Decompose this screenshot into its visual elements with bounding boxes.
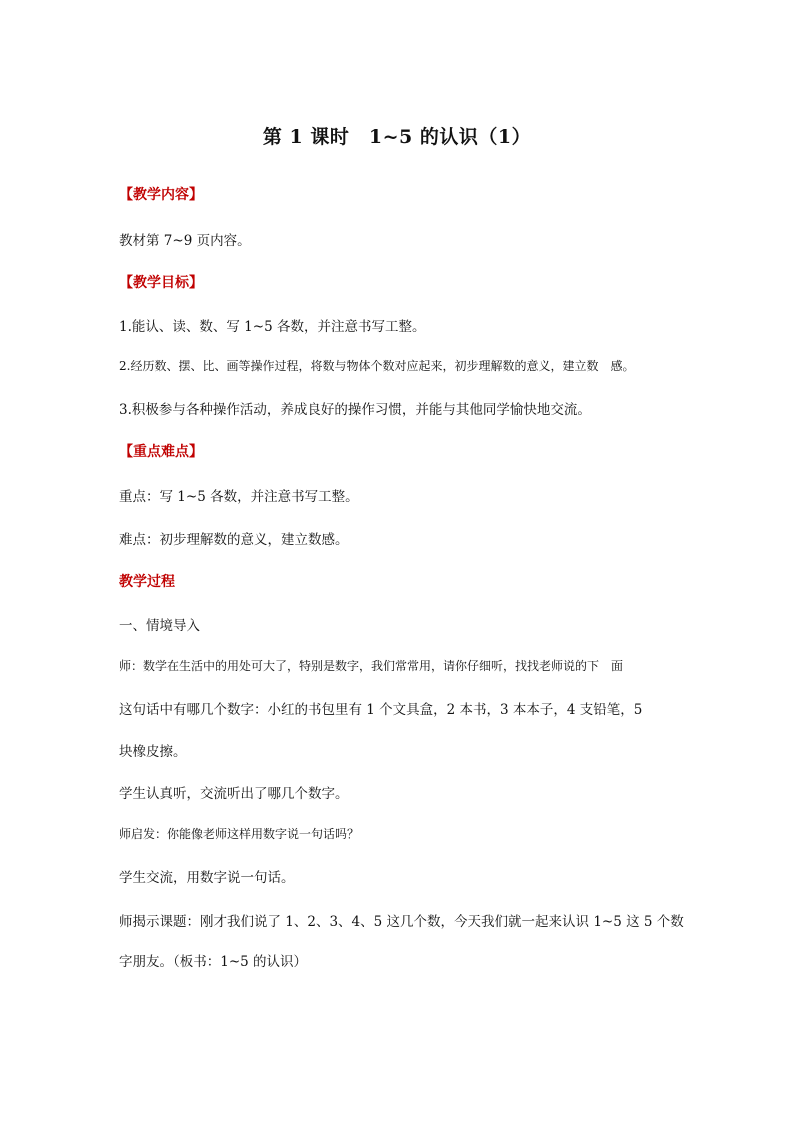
- heading-teaching-goals: 【教学目标】: [119, 275, 203, 291]
- process-line: 字朋友。（板书：1~5 的认识）: [119, 954, 308, 970]
- heading-key-points: 【重点难点】: [119, 444, 203, 460]
- process-line: 学生交流，用数字说一句话。: [119, 870, 295, 886]
- step-title-intro: 一、情境导入: [119, 618, 200, 634]
- goal-item-1: 1.能认、读、数、写 1~5 各数，并注意书写工整。: [119, 319, 426, 335]
- lesson-title: 第 1 课时 1~5 的认识（1）: [262, 126, 532, 148]
- heading-teaching-process: 教学过程: [119, 574, 175, 590]
- process-line: 学生认真听，交流听出了哪几个数字。: [119, 786, 349, 802]
- process-line: 块橡皮擦。: [119, 744, 187, 760]
- process-line: 这句话中有哪几个数字：小红的书包里有 1 个文具盒，2 本书，3 本本子，4 支铅笔，5: [119, 702, 643, 718]
- difficult-point-text: 难点：初步理解数的意义，建立数感。: [119, 532, 349, 548]
- teaching-content-text: 教材第 7~9 页内容。: [119, 233, 251, 249]
- process-line: 师：数学在生活中的用处可大了，特别是数字，我们常常用，请你仔细听，找找老师说的下 面: [119, 659, 624, 673]
- key-point-text: 重点：写 1~5 各数，并注意书写工整。: [119, 489, 359, 505]
- goal-item-2: 2.经历数、摆、比、画等操作过程，将数与物体个数对应起来，初步理解数的意义，建立数 感。: [119, 359, 635, 373]
- heading-teaching-content: 【教学内容】: [119, 187, 203, 203]
- process-line: 师启发：你能像老师这样用数字说一句话吗？: [119, 827, 360, 841]
- process-line: 师揭示课题：刚才我们说了 1、2、3、4、5 这几个数，今天我们就一起来认识 1~5 这 5 个数: [119, 914, 684, 930]
- goal-item-3: 3.积极参与各种操作活动，养成良好的操作习惯，并能与其他同学愉快地交流。: [119, 402, 591, 418]
